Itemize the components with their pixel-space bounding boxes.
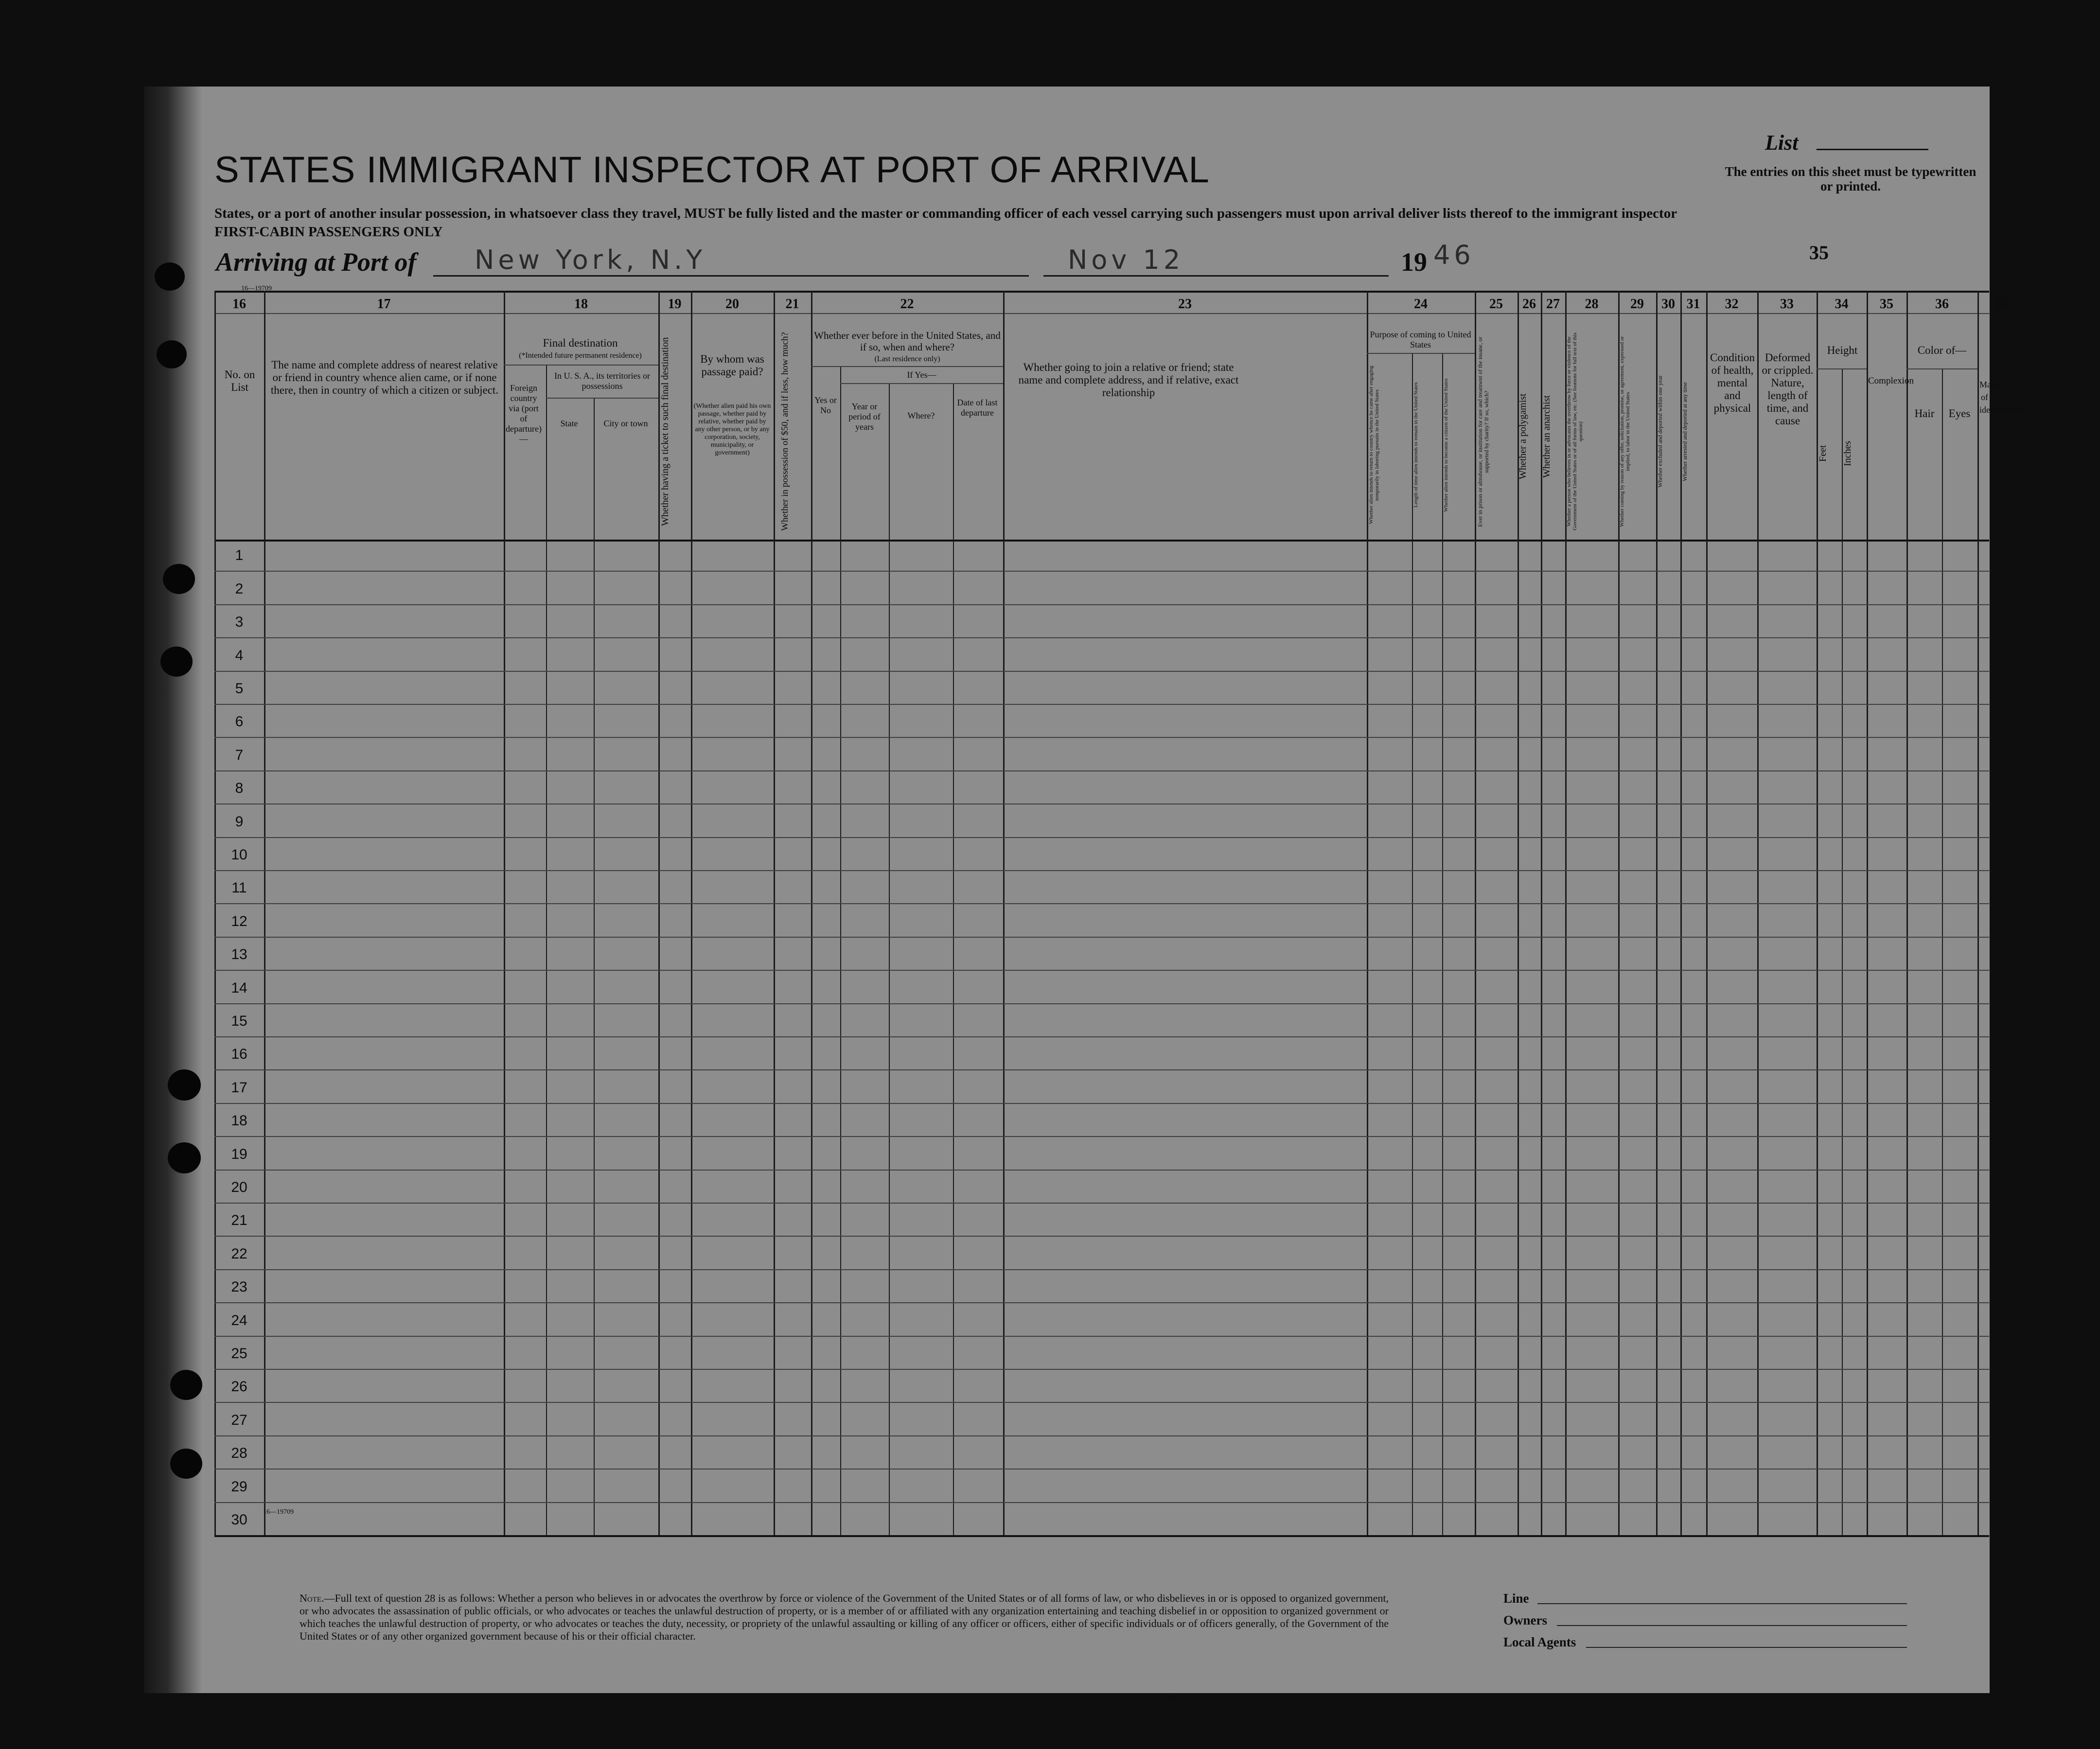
col26-header: Whether a polygamist (1518, 393, 1528, 480)
col34-inches: Inches (1842, 440, 1853, 467)
punch-hole (163, 564, 195, 594)
row-number: 3 (235, 614, 244, 630)
sub-column-divider (594, 398, 595, 1535)
date-field-line[interactable] (1043, 275, 1389, 277)
row-number: 20 (231, 1179, 247, 1195)
column-number: 17 (377, 297, 391, 312)
table-row[interactable] (214, 870, 1989, 871)
table-row[interactable] (214, 903, 1989, 904)
column-divider (1475, 291, 1476, 1535)
column-number: 19 (668, 297, 682, 312)
column-number-rule (214, 313, 1989, 314)
col22-note: (Last residence only) (874, 355, 940, 363)
page-title: STATES IMMIGRANT INSPECTOR AT PORT OF ARRIVAL (214, 149, 1210, 191)
col21-header: Whether in possession of $50, and if less, how much? (780, 332, 790, 531)
column-number: 23 (1178, 297, 1192, 312)
col24-c: Whether alien intends to become a citizen of the United States (1443, 378, 1449, 512)
punch-hole (160, 647, 193, 677)
column-number: 27 (1546, 297, 1560, 312)
row-number: 2 (235, 580, 244, 597)
form-number: 16—19709 (241, 285, 272, 292)
owners-field[interactable] (1557, 1625, 1907, 1626)
column-divider (214, 291, 216, 1535)
row-number: 18 (231, 1113, 247, 1129)
col19-header: Whether having a ticket to such final destination (660, 337, 671, 526)
footer-form-number: 16—19709 (1150, 1695, 1181, 1702)
col18-foreign: Foreign country via (port of departure)— (506, 383, 542, 444)
table-row[interactable] (214, 704, 1989, 705)
col22-rule (811, 366, 1003, 367)
col28-header: Whether a person who believes in or advocates the overthrow by force or violence of the Government of the United States or of all forms of law, etc. (See footnote for full text of this question) (1566, 332, 1584, 531)
column-number: 33 (1780, 297, 1794, 312)
column-number: 31 (1686, 297, 1700, 312)
row-number: 21 (231, 1212, 247, 1229)
table-row[interactable] (214, 671, 1989, 672)
row-number: 1 (235, 547, 244, 564)
column-divider (1757, 291, 1759, 1535)
col18-usa-rule (546, 398, 658, 399)
col31-header: Whether arrested and deported at any time (1681, 382, 1688, 481)
footnote-text: —Full text of question 28 is as follows: Whether a person who believes in or advocates the overthrow by force or violence of the Government of the United States or of all forms of law, or who disbelieves in or is opposed to organized government, or who advocates the assassination of public officials, or who advocates or teaches the unlawful destruction of property, or is a member of or affiliated with any organization entertaining and teaching disbelief in or opposition to organized government or which teaches the unlawful destruction of property, or who advocates or teaches the duty, necessity, or propriety of the unlawful assaulting or killing of any officer or officers, either of specific individuals or of officers generally, of the Government of the United States or of any other organized government because of his or their official character. (300, 1592, 1389, 1642)
date-handwritten: Nov 12 (1068, 245, 1184, 275)
punch-hole (168, 1142, 201, 1173)
row-number: 13 (231, 946, 247, 963)
column-divider (691, 291, 692, 1535)
col36-eyes: Eyes (1948, 407, 1971, 420)
column-number: 26 (1522, 297, 1536, 312)
col22-years: Year or period of years (848, 402, 881, 432)
col24-a: Whether alien intends to return to country whence he came after engaging temporarily in laboring pursuits in the United States (1368, 366, 1380, 525)
sub-column-divider (1842, 368, 1843, 1535)
column-divider (504, 291, 505, 1535)
page-number: 35 (1809, 242, 1829, 263)
table-row[interactable] (214, 571, 1989, 572)
punch-hole (155, 262, 185, 291)
col18-city: City or town (603, 419, 648, 428)
col22-title: Whether ever before in the United States, and if so, when and where? (814, 330, 1001, 353)
column-number: 32 (1725, 297, 1739, 312)
port-handwritten: New York, N.Y (475, 245, 706, 275)
port-field-line[interactable] (433, 275, 1029, 277)
footnote (300, 1592, 1389, 1643)
column-divider (1003, 291, 1005, 1535)
table-row[interactable] (214, 637, 1989, 638)
punch-hole (157, 340, 187, 368)
col17-header: The name and complete address of nearest relative or friend in country whence alien came, or if none there, then in country of which a citizen or subject. (270, 359, 499, 396)
punch-hole (168, 1069, 201, 1101)
line-label: Line (1503, 1591, 1529, 1606)
row-number: 24 (231, 1312, 247, 1329)
table-row[interactable] (214, 970, 1989, 971)
table-row[interactable] (214, 937, 1989, 938)
table-row[interactable] (214, 1402, 1989, 1403)
table-row[interactable] (214, 1502, 1989, 1503)
col22-date: Date of last departure (957, 398, 998, 418)
table-row[interactable] (214, 1435, 1989, 1436)
table-row[interactable] (214, 837, 1989, 838)
row-number: 30 (231, 1512, 247, 1528)
col36-hair: Hair (1914, 407, 1935, 420)
col32-header: Condition of health, mental and physical (1710, 351, 1755, 414)
column-number: 24 (1414, 297, 1428, 312)
row-number: 25 (231, 1346, 247, 1362)
table-row[interactable] (214, 1170, 1989, 1171)
col24-b: Length of time alien intends to remain in the United States (1413, 382, 1419, 508)
column-number: 36 (1935, 297, 1949, 312)
col23-header: Whether going to join a relative or friend; state name and complete address, and if relative, exact relationship (1018, 361, 1239, 399)
row-number: 9 (235, 813, 244, 830)
col20-header: By whom was passage paid? (700, 353, 764, 378)
col20-note: (Whether alien paid his own passage, whether paid by relative, whether paid by any other person, or by any corporation, society, municipality, or government) (693, 402, 771, 456)
col35-header: Complexion (1868, 376, 1914, 386)
row-number: 8 (235, 780, 244, 797)
punch-hole (170, 1449, 202, 1479)
col37-header: Marks of identification (1979, 380, 2026, 415)
sub-column-divider (889, 383, 890, 1535)
column-number: 16 (232, 297, 246, 312)
row-number: 10 (231, 847, 247, 863)
col34-feet: Feet (1818, 445, 1828, 462)
col18-note: (*Intended future permanent residence) (519, 351, 642, 360)
column-divider (1706, 291, 1708, 1535)
table-row[interactable] (214, 804, 1989, 805)
table-form-number: 16—19709 (263, 1508, 294, 1516)
table-row[interactable] (214, 737, 1989, 738)
row-number: 15 (231, 1013, 247, 1029)
row-number: 22 (231, 1245, 247, 1262)
row-number: 29 (231, 1478, 247, 1495)
table-row[interactable] (214, 1336, 1989, 1337)
footnote-lead: Note. (300, 1592, 324, 1604)
column-number: 35 (1880, 297, 1893, 312)
col18-usa: In U. S. A., its territories or possessions (554, 371, 650, 391)
owners-label: Owners (1503, 1613, 1547, 1627)
row-number: 16 (231, 1046, 247, 1063)
punch-hole (170, 1370, 202, 1400)
table-bottom-rule (214, 1535, 1989, 1537)
year-handwritten: 46 (1433, 240, 1475, 270)
table-row[interactable] (214, 770, 1989, 771)
column-divider (1867, 291, 1868, 1535)
column-divider (1977, 291, 1979, 1535)
sub-column-divider (953, 383, 954, 1535)
line-field[interactable] (1537, 1603, 1907, 1604)
column-number: 20 (725, 297, 739, 312)
col24-rule (1367, 353, 1475, 354)
column-number: 29 (1630, 297, 1644, 312)
table-row[interactable] (214, 1369, 1989, 1370)
row-number: 11 (231, 880, 247, 896)
manifest-sheet (144, 87, 2026, 1702)
sub-column-divider (840, 366, 841, 1535)
col33-header: Deformed or crippled. Nature, length of time, and cause (1762, 351, 1814, 427)
column-number: 37 (1994, 297, 2009, 312)
column-divider (1906, 291, 1908, 1535)
table-row[interactable] (214, 1036, 1989, 1037)
arriving-label: Arriving at Port of (216, 247, 417, 277)
table-row[interactable] (214, 1203, 1989, 1204)
table-row[interactable] (214, 1003, 1989, 1004)
col34-rule (1817, 368, 1867, 369)
col18-rule (504, 365, 658, 366)
table-row[interactable] (214, 1103, 1989, 1104)
col18-state: State (560, 419, 578, 428)
column-number: 28 (1585, 297, 1599, 312)
col25-header: Ever in prison or almshouse, or institution for care and treatment of the insane, or supported by charity? If so, which? (1477, 336, 1490, 527)
row-number: 28 (231, 1445, 247, 1462)
column-divider (811, 291, 812, 1535)
column-divider (1817, 291, 1818, 1535)
column-number: 30 (1661, 297, 1675, 312)
row-number: 23 (231, 1279, 247, 1295)
column-number: 18 (574, 297, 588, 312)
column-divider (774, 291, 775, 1535)
row-number: 14 (231, 979, 247, 996)
column-number: 21 (785, 297, 799, 312)
sub-column-divider (1942, 368, 1943, 1535)
col18-title: Final destination (543, 337, 618, 349)
row-number: 5 (235, 681, 244, 697)
table-row[interactable] (214, 604, 1989, 605)
row-number: 19 (231, 1146, 247, 1162)
row-number: 7 (235, 747, 244, 763)
row-number: 12 (231, 913, 247, 929)
sub-column-divider (546, 365, 547, 1535)
col22-yesno: Yes or No (814, 395, 837, 415)
row-number: 27 (231, 1412, 247, 1428)
table-row[interactable] (214, 1269, 1989, 1270)
col22-ifyes: If Yes— (907, 370, 936, 380)
col29-header: Whether coming by reason of any offer, solicitation, promise, or agreement, expressed or implied, to labor in the United States (1619, 336, 1631, 527)
subtitle: States, or a port of another insular possession, in whatsoever class they travel, MUST be fully listed and the master or commanding officer of each vessel carrying such passengers must upon arrival deliver lists thereof to the immigrant inspector (214, 206, 1677, 221)
list-number-field[interactable] (1817, 149, 1928, 150)
column-number: 25 (1489, 297, 1503, 312)
table-row[interactable] (214, 1302, 1989, 1303)
col30-header: Whether excluded and deported within one year (1657, 375, 1663, 488)
column-number: 22 (900, 297, 914, 312)
local-agents-label: Local Agents (1503, 1635, 1576, 1649)
year-prefix: 19 (1401, 247, 1427, 277)
column-number: 34 (1835, 297, 1849, 312)
entries-note: The entries on this sheet must be typewritten or printed. (1725, 164, 1976, 193)
col22-where: Where? (907, 411, 935, 420)
table-row[interactable] (214, 1136, 1989, 1137)
column-divider (264, 291, 265, 1535)
col24-title: Purpose of coming to United States (1370, 330, 1471, 350)
row-number: 26 (231, 1379, 247, 1395)
row-number: 4 (235, 647, 244, 664)
table-row[interactable] (214, 1069, 1989, 1070)
col36-header: Color of— (1917, 344, 1967, 356)
col34-header: Height (1827, 344, 1858, 356)
row-number: 17 (231, 1079, 247, 1096)
col16-header: No. on List (224, 368, 255, 393)
col22-ifyes-rule (840, 383, 1003, 384)
col27-header: Whether an anarchist (1541, 395, 1552, 478)
table-row[interactable] (214, 1236, 1989, 1237)
cabin-class: FIRST-CABIN PASSENGERS ONLY (214, 224, 443, 240)
col36-rule (1906, 368, 1977, 369)
local-agents-field[interactable] (1586, 1647, 1907, 1648)
list-label: List (1765, 131, 1799, 155)
row-number: 6 (235, 714, 244, 730)
